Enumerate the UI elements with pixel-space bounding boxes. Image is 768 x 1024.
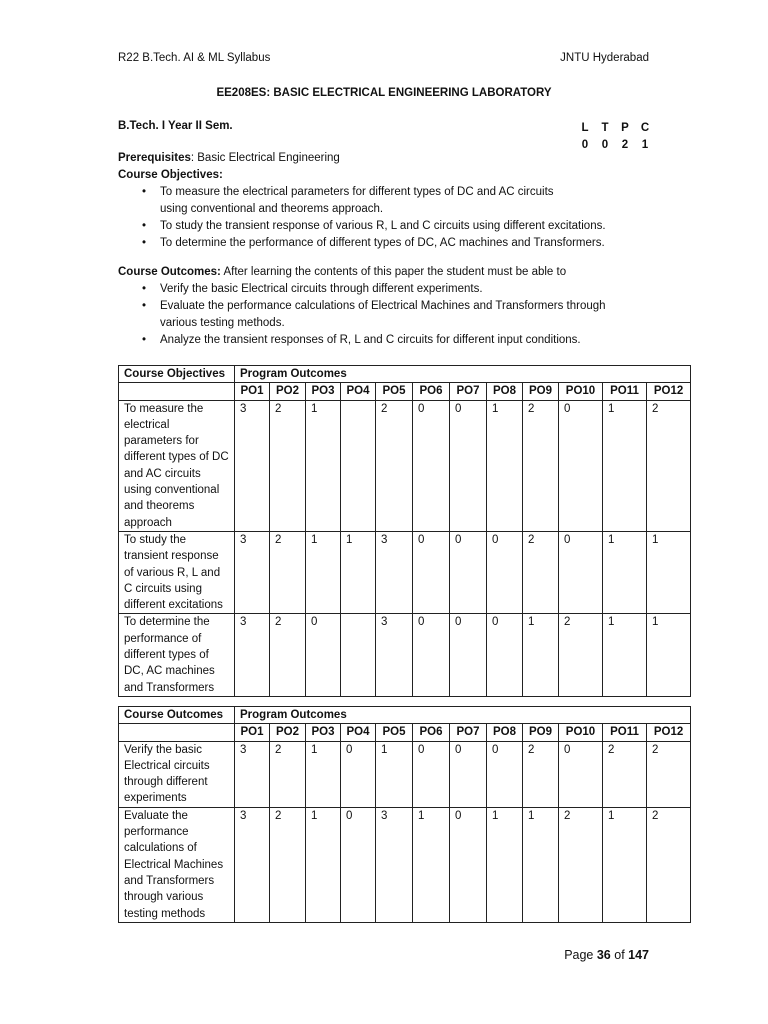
po-cell: 2 bbox=[523, 741, 559, 807]
po-cell: 0 bbox=[559, 400, 603, 531]
po-cell: 0 bbox=[559, 741, 603, 807]
po-cell: 1 bbox=[487, 807, 523, 922]
po-header: PO5 bbox=[376, 383, 413, 400]
of-word: of bbox=[610, 948, 629, 962]
po-cell: 2 bbox=[270, 741, 306, 807]
po-header: PO11 bbox=[603, 383, 647, 400]
ltpc-label-l: L bbox=[581, 122, 589, 134]
po-header: PO10 bbox=[559, 383, 603, 400]
course-outcomes-intro: After learning the contents of this paper the student must be able to bbox=[220, 266, 567, 278]
po-cell: 0 bbox=[341, 741, 376, 807]
course-outcomes-list bbox=[118, 281, 658, 349]
po-cell: 2 bbox=[270, 400, 306, 531]
prerequisites-label: Prerequisites bbox=[118, 152, 191, 164]
po-cell: 0 bbox=[487, 741, 523, 807]
po-header: PO8 bbox=[487, 724, 523, 741]
po-cell: 1 bbox=[306, 531, 341, 613]
po-cell: 1 bbox=[603, 614, 647, 696]
po-header: PO12 bbox=[647, 724, 691, 741]
table-po-header-row bbox=[119, 383, 691, 400]
po-header: PO2 bbox=[270, 383, 306, 400]
po-cell: 1 bbox=[603, 400, 647, 531]
po-cell: 0 bbox=[413, 531, 450, 613]
course-objectives-list bbox=[118, 184, 658, 252]
po-header: PO7 bbox=[450, 383, 487, 400]
po-header: PO9 bbox=[523, 724, 559, 741]
po-cell: 0 bbox=[450, 807, 487, 922]
header-right: JNTU Hyderabad bbox=[560, 52, 649, 64]
po-cell: 2 bbox=[270, 807, 306, 922]
po-cell: 3 bbox=[235, 807, 270, 922]
po-cell: 3 bbox=[235, 614, 270, 696]
ltpc-label-t: T bbox=[601, 122, 609, 134]
po-cell: 1 bbox=[376, 741, 413, 807]
row-label: Evaluate the performance calculations of Electrical Machines and Transformers through various testing methods bbox=[119, 807, 235, 922]
prerequisites-colon: : bbox=[190, 152, 198, 164]
po-cell: 1 bbox=[647, 614, 691, 696]
table-row bbox=[119, 807, 691, 922]
po-header: PO3 bbox=[306, 383, 341, 400]
page-footer bbox=[564, 948, 649, 962]
ltpc-block bbox=[575, 120, 655, 154]
outcomes-section bbox=[118, 264, 658, 349]
list-item: • Evaluate the performance calculations of Electrical Machines and Transformers through various testing methods. bbox=[118, 298, 658, 332]
total-pages: 147 bbox=[628, 948, 649, 962]
po-header: PO9 bbox=[523, 383, 559, 400]
table-header-empty bbox=[119, 724, 235, 741]
ltpc-value-l: 0 bbox=[581, 139, 589, 151]
ltpc-label-p: P bbox=[621, 122, 629, 134]
po-cell: 0 bbox=[413, 400, 450, 531]
table-row bbox=[119, 614, 691, 696]
table-po-header-row bbox=[119, 724, 691, 741]
objectives-section bbox=[118, 150, 658, 252]
po-cell: 1 bbox=[487, 400, 523, 531]
po-cell: 3 bbox=[376, 614, 413, 696]
po-cell: 2 bbox=[559, 807, 603, 922]
po-header: PO11 bbox=[603, 724, 647, 741]
po-cell: 1 bbox=[523, 614, 559, 696]
po-cell: 2 bbox=[647, 741, 691, 807]
po-cell: 1 bbox=[523, 807, 559, 922]
po-cell: 2 bbox=[376, 400, 413, 531]
row-label: Verify the basic Electrical circuits through different experiments bbox=[119, 741, 235, 807]
po-cell: 1 bbox=[647, 531, 691, 613]
po-cell: 0 bbox=[450, 741, 487, 807]
po-header: PO1 bbox=[235, 724, 270, 741]
po-cell: 0 bbox=[306, 614, 341, 696]
po-cell: 0 bbox=[413, 614, 450, 696]
row-label: To measure the electrical parameters for different types of DC and AC circuits using conventional and theorems approach bbox=[119, 400, 235, 531]
list-item: • Analyze the transient responses of R, L and C circuits for different input conditions. bbox=[118, 332, 658, 349]
po-header: PO4 bbox=[341, 724, 376, 741]
po-cell: 2 bbox=[270, 614, 306, 696]
po-cell: 3 bbox=[235, 400, 270, 531]
po-cell: 3 bbox=[235, 741, 270, 807]
ltpc-value-t: 0 bbox=[601, 139, 609, 151]
po-cell: 1 bbox=[413, 807, 450, 922]
row-label: To determine the performance of different types of DC, AC machines and Transformers bbox=[119, 614, 235, 696]
po-cell: 0 bbox=[450, 614, 487, 696]
po-cell: 1 bbox=[306, 807, 341, 922]
po-header: PO4 bbox=[341, 383, 376, 400]
table-group-header: Program Outcomes bbox=[235, 366, 691, 383]
po-cell: 0 bbox=[487, 531, 523, 613]
po-cell: 3 bbox=[235, 531, 270, 613]
po-cell bbox=[341, 400, 376, 531]
table-first-col-header: Course Objectives bbox=[119, 366, 235, 383]
header-left: R22 B.Tech. AI & ML Syllabus bbox=[118, 52, 271, 64]
po-cell: 1 bbox=[603, 531, 647, 613]
po-header: PO3 bbox=[306, 724, 341, 741]
po-cell: 1 bbox=[341, 531, 376, 613]
po-cell: 2 bbox=[270, 531, 306, 613]
po-cell: 2 bbox=[559, 614, 603, 696]
prerequisites-value: Basic Electrical Engineering bbox=[197, 152, 340, 164]
table-row bbox=[119, 400, 691, 531]
table-row bbox=[119, 741, 691, 807]
po-cell: 0 bbox=[341, 807, 376, 922]
list-item: • To study the transient response of various R, L and C circuits using different excitations. bbox=[118, 218, 658, 235]
po-cell: 0 bbox=[559, 531, 603, 613]
list-item: • To measure the electrical parameters for different types of DC and AC circuits using conventional and theorems approach. bbox=[118, 184, 658, 218]
list-item: • To determine the performance of different types of DC, AC machines and Transformers. bbox=[118, 235, 658, 252]
po-cell: 0 bbox=[450, 531, 487, 613]
ltpc-label-c: C bbox=[640, 122, 650, 134]
prerequisites-line bbox=[118, 150, 658, 167]
po-cell: 2 bbox=[523, 400, 559, 531]
po-header: PO7 bbox=[450, 724, 487, 741]
course-objectives-heading: Course Objectives: bbox=[118, 169, 223, 181]
ltpc-value-p: 2 bbox=[621, 139, 629, 151]
po-cell: 1 bbox=[603, 807, 647, 922]
po-cell: 0 bbox=[413, 741, 450, 807]
objectives-po-table bbox=[118, 365, 691, 697]
table-group-header: Program Outcomes bbox=[235, 707, 691, 724]
table-header-empty bbox=[119, 383, 235, 400]
table-row bbox=[119, 531, 691, 613]
po-header: PO10 bbox=[559, 724, 603, 741]
page-title: EE208ES: BASIC ELECTRICAL ENGINEERING LABORATORY bbox=[216, 87, 552, 99]
po-cell: 1 bbox=[306, 741, 341, 807]
po-cell: 2 bbox=[647, 807, 691, 922]
semester-label: B.Tech. I Year II Sem. bbox=[118, 120, 233, 132]
po-cell: 2 bbox=[603, 741, 647, 807]
ltpc-value-c: 1 bbox=[641, 139, 649, 151]
po-cell: 1 bbox=[306, 400, 341, 531]
po-cell: 3 bbox=[376, 807, 413, 922]
po-header: PO6 bbox=[413, 383, 450, 400]
po-cell: 2 bbox=[523, 531, 559, 613]
po-header: PO12 bbox=[647, 383, 691, 400]
page-number: 36 bbox=[596, 948, 611, 962]
po-header: PO6 bbox=[413, 724, 450, 741]
table-first-col-header: Course Outcomes bbox=[119, 707, 235, 724]
po-header: PO2 bbox=[270, 724, 306, 741]
po-cell: 0 bbox=[487, 614, 523, 696]
outcomes-po-table bbox=[118, 706, 691, 923]
page-word: Page bbox=[564, 948, 597, 962]
po-header: PO8 bbox=[487, 383, 523, 400]
po-header: PO5 bbox=[376, 724, 413, 741]
po-header: PO1 bbox=[235, 383, 270, 400]
list-item: • Verify the basic Electrical circuits through different experiments. bbox=[118, 281, 658, 298]
po-cell: 0 bbox=[450, 400, 487, 531]
po-cell bbox=[341, 614, 376, 696]
po-cell: 3 bbox=[376, 531, 413, 613]
course-outcomes-line bbox=[118, 264, 658, 281]
row-label: To study the transient response of various R, L and C circuits using different excitations bbox=[119, 531, 235, 613]
po-cell: 2 bbox=[647, 400, 691, 531]
course-outcomes-heading: Course Outcomes: bbox=[118, 266, 221, 278]
